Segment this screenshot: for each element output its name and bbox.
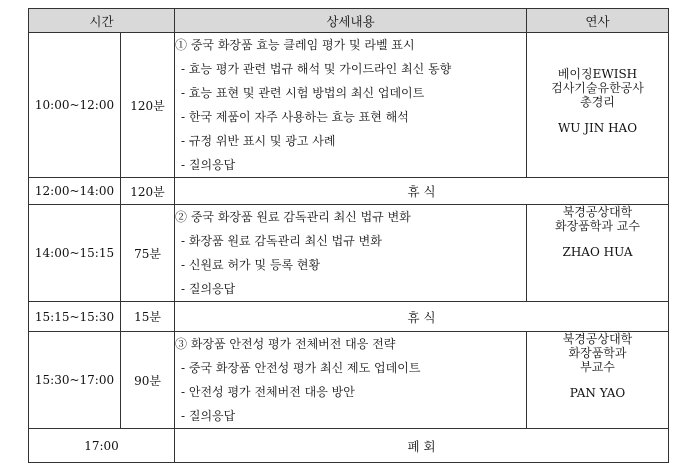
time-cell: 14:00~15:15 — [29, 205, 121, 302]
detail-cell — [175, 33, 527, 178]
speaker-name: ZHAO HUA — [562, 245, 633, 259]
detail-item: - 질의응답 — [181, 158, 236, 172]
session-row-3 — [29, 332, 669, 429]
session-title: ② 중국 화장품 원료 감독관리 최신 법규 변화 — [175, 210, 411, 224]
speaker-cell — [527, 33, 669, 178]
detail-cell — [175, 205, 527, 302]
detail-item: - 화장품 원료 감독관리 최신 법규 변화 — [181, 234, 382, 248]
speaker-cell — [527, 332, 669, 429]
speaker-org-line: 북경공상대학 — [562, 205, 633, 219]
speaker-org-line: 총경리 — [580, 95, 615, 109]
time-cell: 10:00~12:00 — [29, 33, 121, 178]
speaker-org-line: 화장품학과 — [568, 346, 627, 360]
detail-item: - 효능 평가 관련 법규 해석 및 가이드라인 최신 동향 — [181, 62, 452, 76]
break-label: 휴 식 — [175, 178, 669, 205]
time-cell: 17:00 — [29, 429, 175, 463]
duration-cell: 15분 — [121, 302, 175, 332]
break-row — [29, 178, 669, 205]
detail-cell — [175, 332, 527, 429]
duration-cell: 120분 — [121, 178, 175, 205]
detail-item: - 중국 화장품 안전성 평가 최신 제도 업데이트 — [181, 361, 421, 375]
header-speaker: 연사 — [527, 9, 669, 33]
session-title: ① 중국 화장품 효능 클레임 평가 및 라벨 표시 — [175, 38, 415, 52]
closing-label: 폐 회 — [175, 429, 669, 463]
duration-cell: 90분 — [121, 332, 175, 429]
duration-cell: 120분 — [121, 33, 175, 178]
header-time: 시간 — [29, 9, 175, 33]
closing-row — [29, 429, 669, 463]
duration-cell: 75분 — [121, 205, 175, 302]
time-cell: 15:15~15:30 — [29, 302, 121, 332]
detail-item: - 질의응답 — [181, 282, 236, 296]
detail-item: - 안전성 평가 전체버전 대응 방안 — [181, 385, 355, 399]
break-label: 휴 식 — [175, 302, 669, 332]
speaker-org-line: 화장품학과 교수 — [555, 219, 640, 233]
detail-item: - 규정 위반 표시 및 광고 사례 — [181, 134, 336, 148]
time-cell: 12:00~14:00 — [29, 178, 121, 205]
speaker-name: PAN YAO — [569, 386, 626, 400]
speaker-org-line: 베이징EWISH — [557, 67, 638, 81]
session-row-2 — [29, 205, 669, 302]
detail-item: - 신원료 허가 및 등록 현황 — [181, 258, 321, 272]
schedule-table — [28, 8, 669, 463]
detail-item: - 효능 표현 및 관련 시험 방법의 최신 업데이트 — [181, 86, 425, 100]
speaker-org-line: 북경공상대학 — [562, 332, 633, 346]
speaker-cell — [527, 205, 669, 302]
detail-item: - 한국 제품이 자주 사용하는 효능 표현 해석 — [181, 110, 409, 124]
header-detail: 상세내용 — [175, 9, 527, 33]
detail-item: - 질의응답 — [181, 409, 236, 423]
speaker-org-line: 검사기술유한공사 — [551, 81, 644, 95]
speaker-name: WU JIN HAO — [557, 121, 638, 135]
header-row — [29, 9, 669, 33]
session-row-1 — [29, 33, 669, 178]
break-row — [29, 302, 669, 332]
session-title: ③ 화장품 안전성 평가 전체버전 대응 전략 — [175, 337, 396, 351]
speaker-org-line: 부교수 — [580, 360, 615, 374]
time-cell: 15:30~17:00 — [29, 332, 121, 429]
